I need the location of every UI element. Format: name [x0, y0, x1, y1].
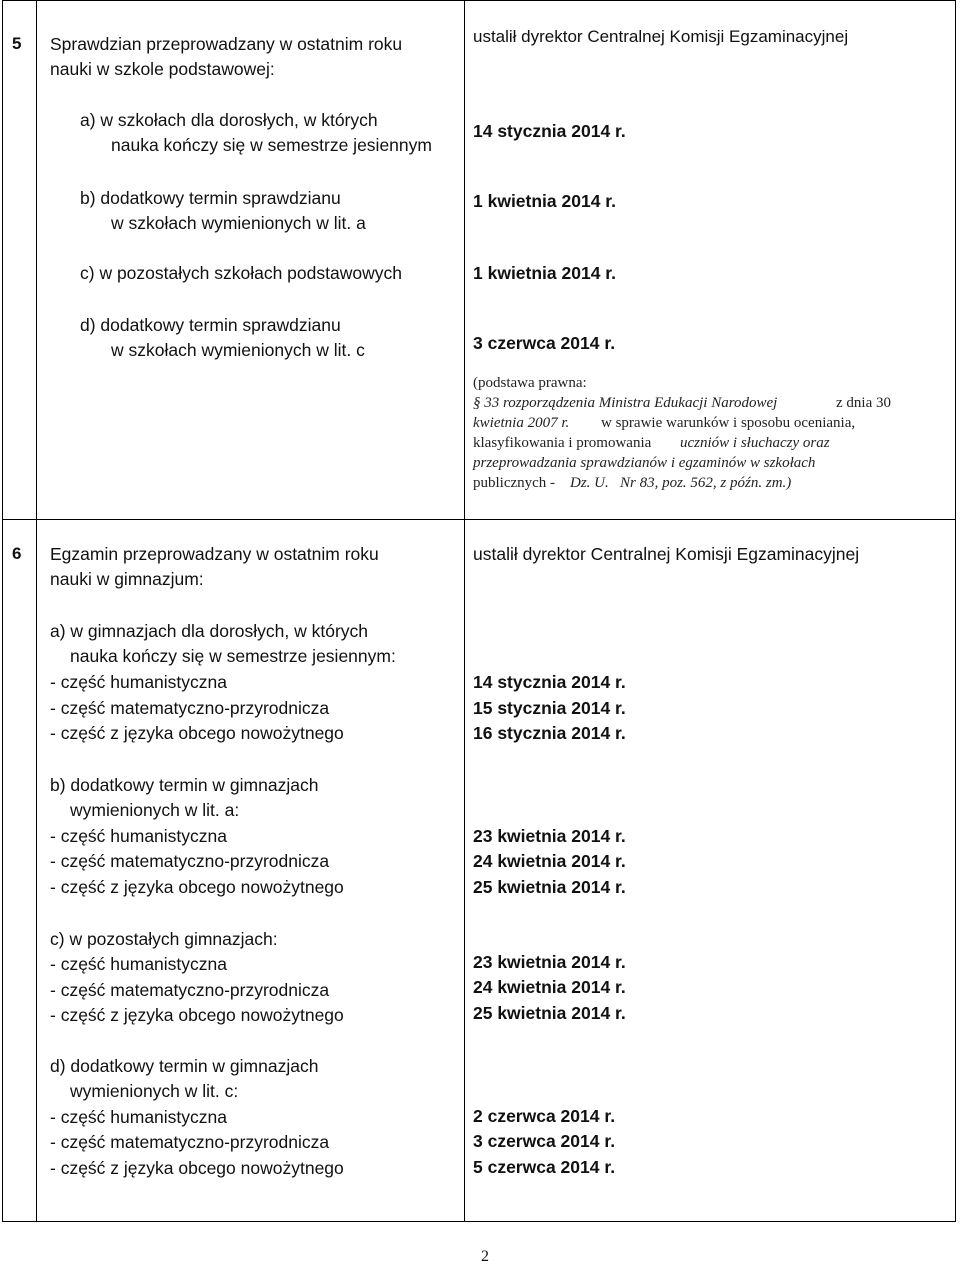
- row6-section-c-date1: 23 kwietnia 2014 r.: [473, 952, 626, 972]
- row6-section-a-heading1: a) w gimnazjach dla dorosłych, w których: [50, 621, 369, 641]
- row6-section-b-date3: 25 kwietnia 2014 r.: [473, 877, 626, 897]
- row6-section-c-part3: - część z języka obcego nowożytnego: [50, 1005, 344, 1025]
- row6-section-a-part2: - część matematyczno-przyrodnicza: [50, 698, 330, 718]
- row6-section-a-part1: - część humanistyczna: [50, 672, 228, 692]
- legal-basis-line4b: uczniów i słuchaczy oraz: [680, 435, 830, 451]
- row5-right-header: ustalił dyrektor Centralnej Komisji Egzaminacyjnej: [473, 27, 849, 46]
- row6-section-b-part3: - część z języka obcego nowożytnego: [50, 877, 344, 897]
- row6-section-d-part3: - część z języka obcego nowożytnego: [50, 1158, 344, 1178]
- legal-basis-line3b: w sprawie warunków i sposobu oceniania,: [601, 415, 856, 431]
- row5-item-d-line1: d) dodatkowy termin sprawdzianu: [80, 315, 341, 335]
- row6-section-a-date1: 14 stycznia 2014 r.: [473, 672, 626, 692]
- row6-section-a-date3: 16 stycznia 2014 r.: [473, 723, 626, 743]
- column-divider-number: [36, 0, 37, 1222]
- row6-title-line1: Egzamin przeprowadzany w ostatnim roku: [50, 544, 379, 564]
- row6-section-b-heading1: b) dodatkowy termin w gimnazjach: [50, 775, 319, 795]
- row6-section-c-heading1: c) w pozostałych gimnazjach:: [50, 929, 278, 949]
- row5-item-a-line2: nauka kończy się w semestrze jesiennym: [111, 135, 432, 155]
- row5-item-d-date: 3 czerwca 2014 r.: [473, 333, 616, 353]
- row5-item-a-date: 14 stycznia 2014 r.: [473, 121, 626, 141]
- row5-item-d-line2: w szkołach wymienionych w lit. c: [111, 340, 365, 360]
- row5-item-a-line1: a) w szkołach dla dorosłych, w których: [80, 110, 378, 130]
- row5-title-line1: Sprawdzian przeprowadzany w ostatnim roku: [50, 34, 403, 54]
- row6-section-d-heading1: d) dodatkowy termin w gimnazjach: [50, 1056, 319, 1076]
- row6-section-a-date2: 15 stycznia 2014 r.: [473, 698, 626, 718]
- legal-basis-line2b: z dnia 30: [836, 395, 891, 411]
- row6-right-header: ustalił dyrektor Centralnej Komisji Egzaminacyjnej: [473, 544, 860, 564]
- row6-section-c-date2: 24 kwietnia 2014 r.: [473, 977, 626, 997]
- row6-section-a-heading2: nauka kończy się w semestrze jesiennym:: [70, 646, 396, 666]
- row5-item-c-date: 1 kwietnia 2014 r.: [473, 263, 617, 283]
- row6-section-b-part1: - część humanistyczna: [50, 826, 228, 846]
- legal-basis-line1: (podstawa prawna:: [473, 375, 587, 391]
- legal-basis-line3a: kwietnia 2007 r.: [473, 415, 570, 431]
- schedule-table: [2, 0, 956, 1222]
- row5-item-b-line2: w szkołach wymienionych w lit. a: [111, 213, 366, 233]
- row6-section-d-heading2: wymienionych w lit. c:: [70, 1081, 239, 1101]
- legal-basis-line2a: § 33 rozporządzenia Ministra Edukacji Narodowej: [473, 395, 778, 411]
- row6-section-b-date2: 24 kwietnia 2014 r.: [473, 851, 626, 871]
- row-divider: [2, 519, 956, 520]
- row6-section-b-heading2: wymienionych w lit. a:: [70, 800, 240, 820]
- row6-section-d-part1: - część humanistyczna: [50, 1107, 228, 1127]
- row6-section-d-part2: - część matematyczno-przyrodnicza: [50, 1132, 330, 1152]
- legal-basis-line6c: Nr 83, poz. 562, z późn. zm.): [620, 475, 792, 491]
- column-divider-date: [464, 0, 465, 1222]
- row-number-6: 6: [12, 544, 22, 563]
- row6-section-d-date2: 3 czerwca 2014 r.: [473, 1131, 616, 1151]
- row6-section-a-part3: - część z języka obcego nowożytnego: [50, 723, 344, 743]
- row6-section-d-date3: 5 czerwca 2014 r.: [473, 1157, 616, 1177]
- row6-title-line2: nauki w gimnazjum:: [50, 569, 204, 589]
- row6-section-b-part2: - część matematyczno-przyrodnicza: [50, 851, 330, 871]
- row6-section-c-part1: - część humanistyczna: [50, 954, 228, 974]
- legal-basis-line4a: klasyfikowania i promowania: [473, 435, 652, 451]
- legal-basis-line6a: publicznych -: [473, 475, 556, 491]
- row5-item-b-date: 1 kwietnia 2014 r.: [473, 191, 617, 211]
- row6-section-c-date3: 25 kwietnia 2014 r.: [473, 1003, 626, 1023]
- page-number: 2: [481, 1248, 489, 1265]
- row6-section-d-date1: 2 czerwca 2014 r.: [473, 1106, 616, 1126]
- row-number-5: 5: [12, 34, 22, 53]
- legal-basis-line5: przeprowadzania sprawdzianów i egzaminów w szkołach: [473, 455, 816, 471]
- row6-section-b-date1: 23 kwietnia 2014 r.: [473, 826, 626, 846]
- row6-section-c-part2: - część matematyczno-przyrodnicza: [50, 980, 330, 1000]
- row5-item-b-line1: b) dodatkowy termin sprawdzianu: [80, 188, 341, 208]
- legal-basis-line6b: Dz. U.: [570, 475, 609, 491]
- row5-title-line2: nauki w szkole podstawowej:: [50, 59, 275, 79]
- row5-item-c-line1: c) w pozostałych szkołach podstawowych: [80, 263, 402, 283]
